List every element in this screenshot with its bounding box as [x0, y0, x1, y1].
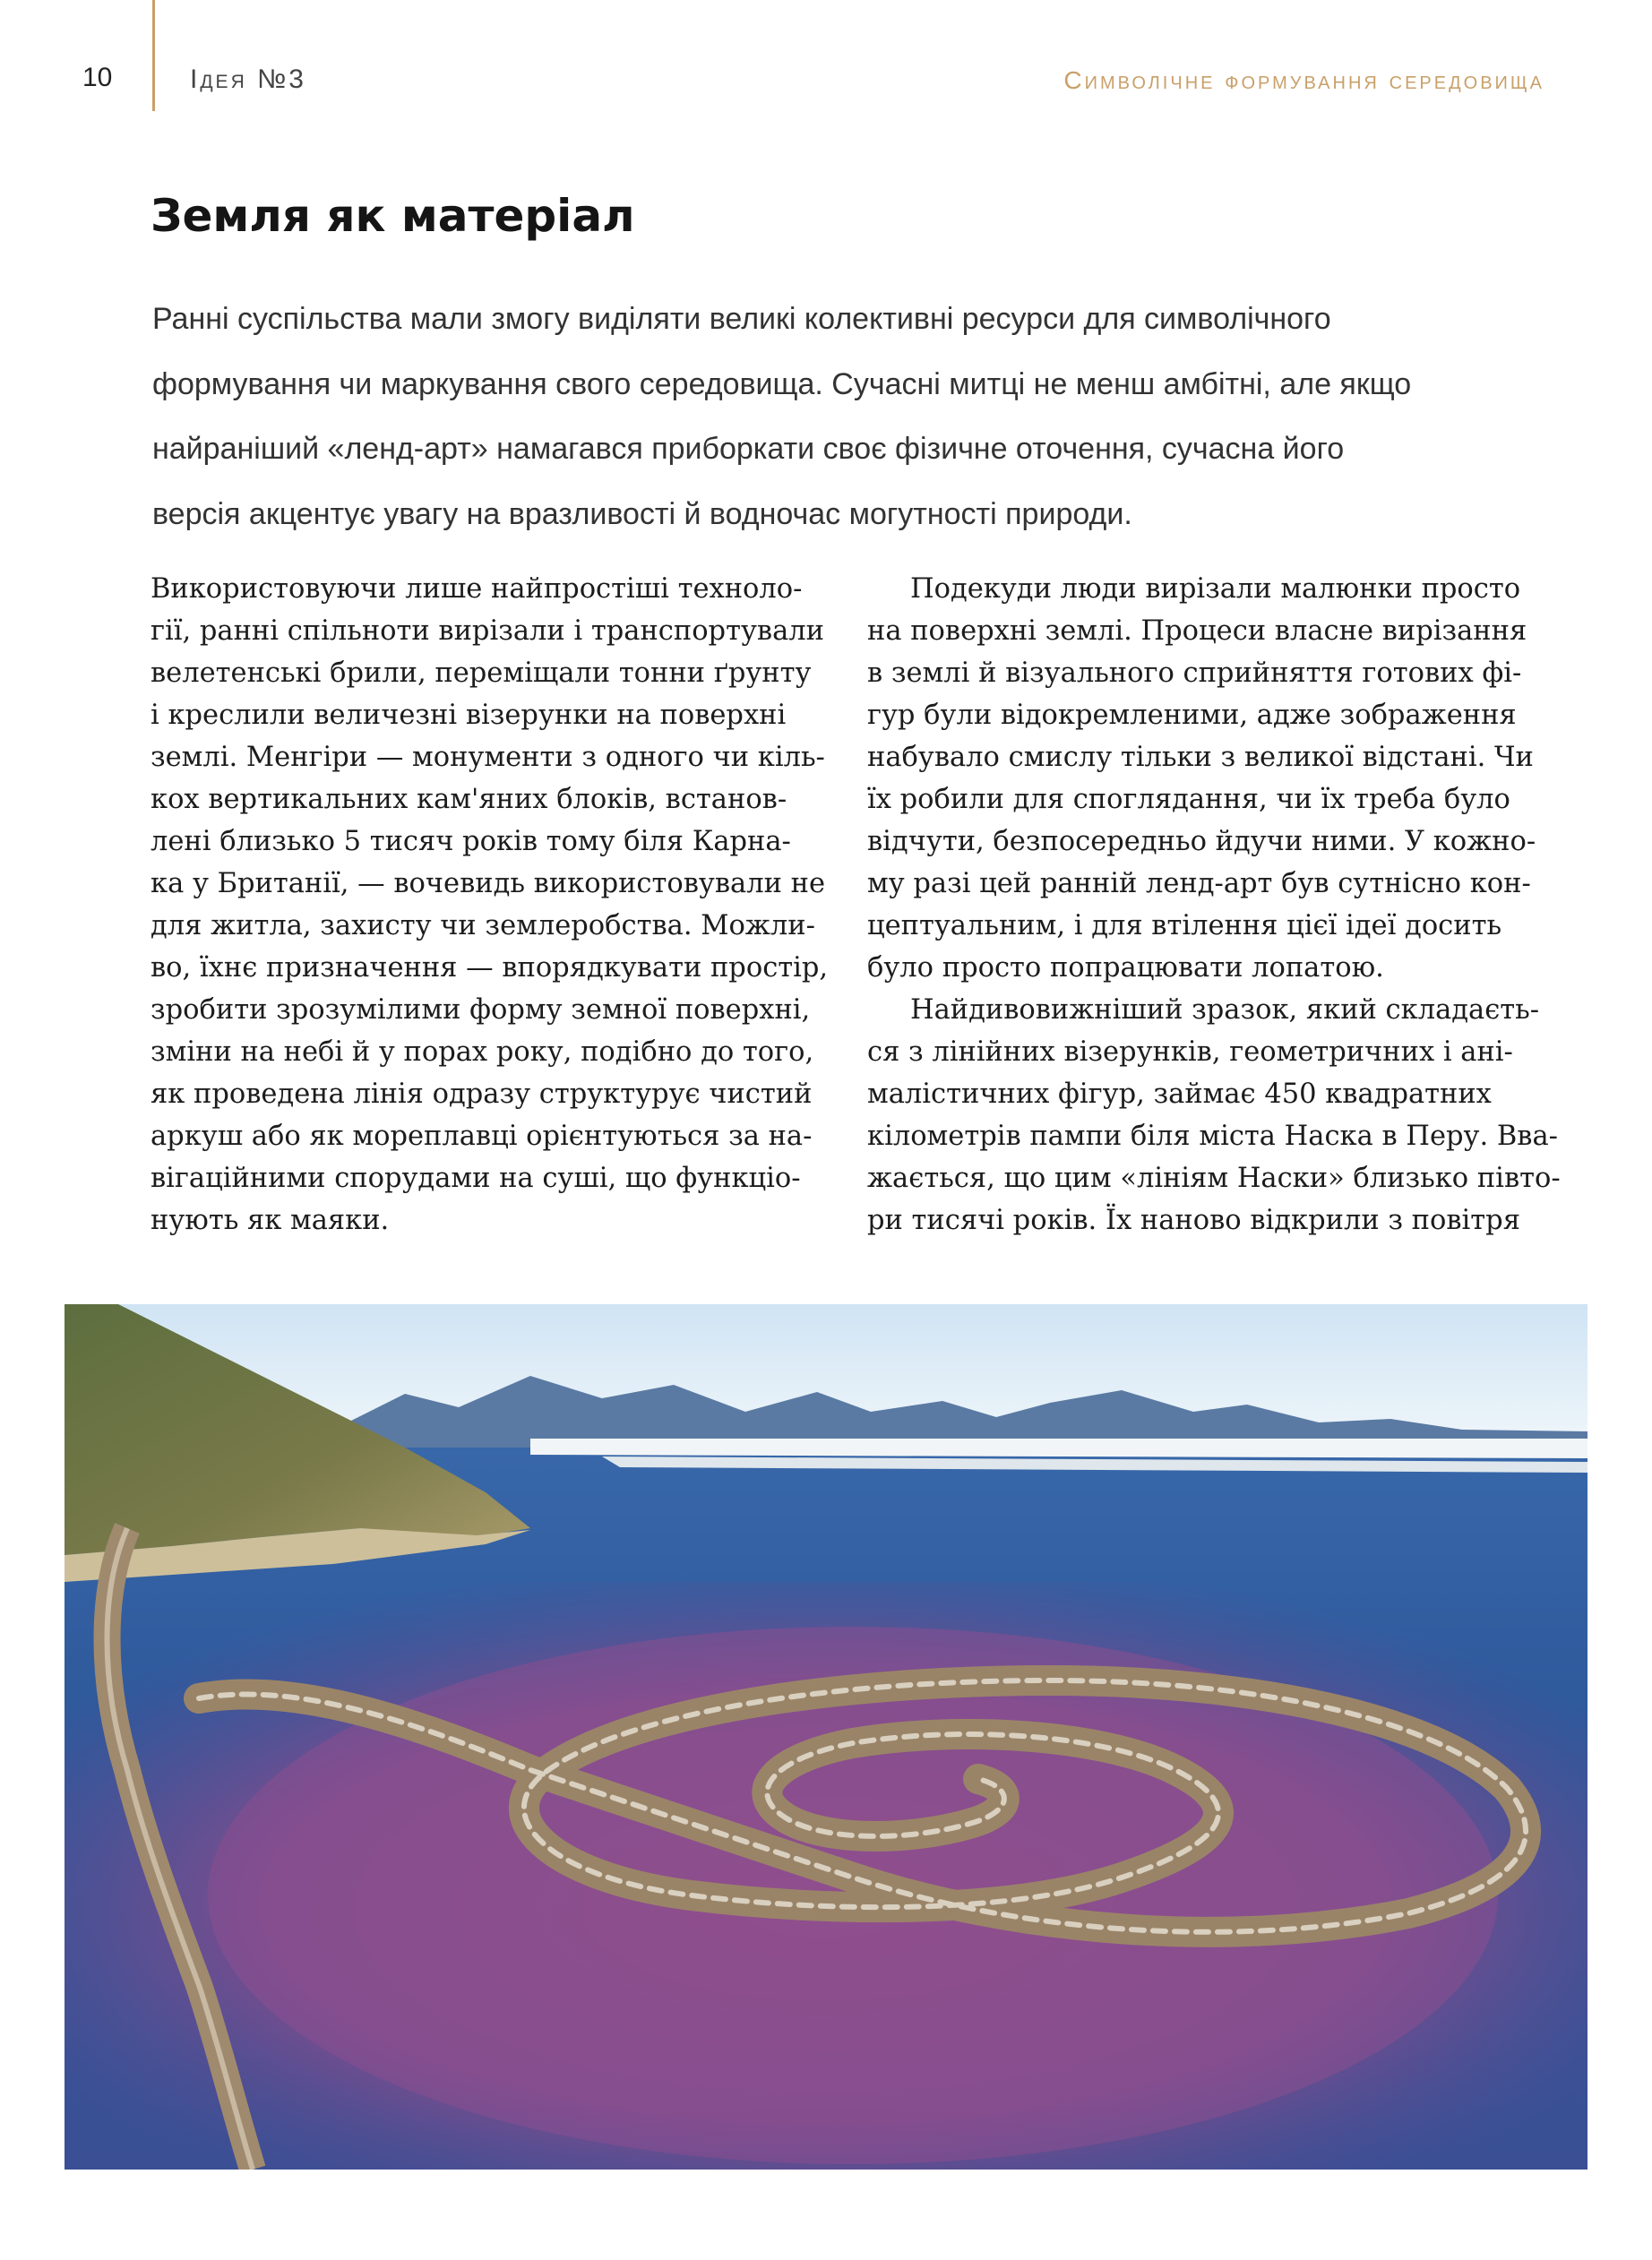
text-line: на поверхні землі. Процеси власне вирізання	[867, 615, 1527, 647]
text-line: Найдивовижніший зразок, який складаєть-	[910, 994, 1540, 1026]
intro-line: версія акцентує увагу на вразливості й водночас могутності природи.	[152, 496, 1132, 531]
photo-illustration	[65, 1304, 1587, 2170]
text-line: відчути, безпосередньо йдучи ними. У кожно-	[867, 826, 1536, 857]
text-line: набувало смислу тільки з великої відстані. Чи	[867, 742, 1534, 773]
page-number: 10	[82, 63, 113, 92]
text-line: гур були відокремленими, адже зображення	[867, 700, 1517, 731]
text-line: гії, ранні спільноти вирізали і транспортували	[151, 615, 824, 647]
page-title: Земля як матеріал	[151, 190, 635, 242]
intro-line: найраніший «ленд-арт» намагався приборкати своє фізичне оточення, сучасна його	[152, 432, 1345, 466]
text-line: для житла, захисту чи землеробства. Можли-	[151, 910, 815, 941]
text-line: велетенські брили, переміщали тонни ґрунту	[151, 657, 812, 689]
text-line: кох вертикальних кам'яних блоків, встанов-	[151, 784, 787, 815]
text-line: лені близько 5 тисяч років тому біля Карна-	[151, 826, 791, 857]
text-line: зміни на небі й у порах року, подібно до того,	[151, 1036, 814, 1068]
text-line: ри тисячі років. Їх наново відкрили з повітря	[867, 1205, 1520, 1236]
section-label: Символічне формування середовища	[1063, 66, 1544, 94]
text-line: Подекуди люди вирізали малюнки просто	[910, 573, 1521, 605]
text-line: зробити зрозумілими форму земної поверхні,	[151, 994, 811, 1026]
text-line: в землі й візуального сприйняття готових фі-	[867, 657, 1522, 689]
text-line: Використовуючи лише найпростіші техноло-	[151, 573, 803, 605]
left-column	[151, 568, 831, 1242]
spiral-jetty-photo	[65, 1304, 1587, 2170]
intro-line: Ранні суспільства мали змогу виділяти великі колективні ресурси для символічного	[152, 302, 1331, 336]
intro-line: формування чи маркування свого середовища. Сучасні митці не менш амбітні, але якщо	[152, 366, 1412, 401]
text-line: кілометрів пампи біля міста Наска в Перу. Вва-	[867, 1121, 1558, 1152]
right-column	[867, 568, 1561, 1242]
text-line: землі. Менгіри — монументи з одного чи кіль-	[151, 742, 825, 773]
text-line: нують як маяки.	[151, 1205, 390, 1236]
text-line: малістичних фігур, займає 450 квадратних	[867, 1078, 1492, 1110]
text-line: як проведена лінія одразу структурує чистий	[151, 1078, 813, 1110]
intro-paragraph	[152, 287, 1550, 546]
text-line: во, їхнє призначення — впорядкувати простір,	[151, 952, 829, 984]
header-divider	[152, 0, 155, 111]
text-line: му разі цей ранній ленд-арт був сутнісно кон-	[867, 868, 1531, 899]
text-line: і креслили величезні візерунки на поверхні	[151, 700, 787, 731]
text-line: їх робили для споглядання, чи їх треба було	[867, 784, 1510, 815]
text-line: ка у Британії, — вочевидь використовували не	[151, 868, 825, 899]
text-line: жається, що цим «лініям Наски» близько півто-	[867, 1163, 1561, 1194]
text-line: ся з лінійних візерунків, геометричних і ані-	[867, 1036, 1513, 1068]
text-line: цептуальним, і для втілення цієї ідеї досить	[867, 910, 1502, 941]
idea-label: Ідея №3	[190, 64, 306, 94]
text-line: аркуш або як мореплавці орієнтуються за на-	[151, 1121, 813, 1152]
text-line: було просто попрацювати лопатою.	[867, 952, 1384, 984]
text-line: вігаційними спорудами на суші, що функціо-	[151, 1163, 801, 1194]
